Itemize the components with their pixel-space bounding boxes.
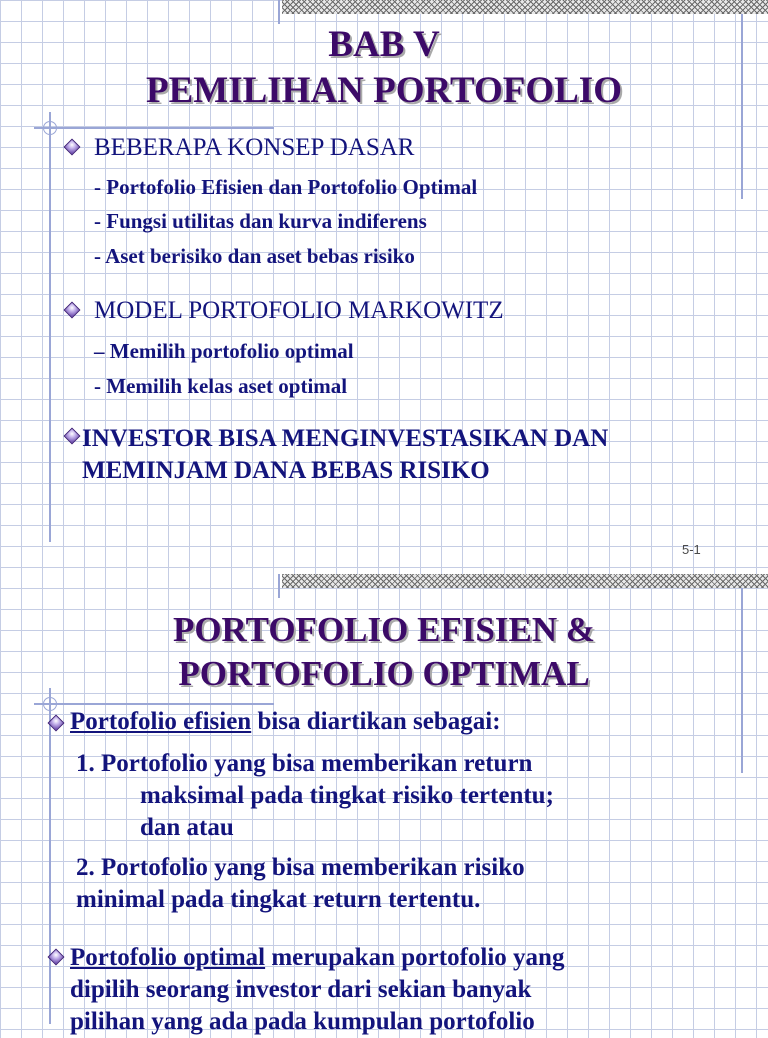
page-title xyxy=(0,22,768,114)
point-2-line-1: 2. Portofolio yang bisa memberikan risiko xyxy=(76,854,525,881)
decorative-line xyxy=(34,703,274,705)
bullet-definition-1 xyxy=(50,708,501,736)
slide-2 xyxy=(0,570,768,1035)
definition-term: Portofolio efisien xyxy=(70,708,252,735)
point-1-line-2: maksimal pada tingkat risiko tertentu; xyxy=(140,782,554,809)
list-item: - Portofolio Efisien dan Portofolio Optimal xyxy=(94,175,478,199)
definition-line-2: dipilih seorang investor dari sekian banyak xyxy=(70,976,532,1003)
diamond-bullet-icon xyxy=(48,949,65,966)
page-title xyxy=(0,608,768,696)
section-heading xyxy=(82,423,608,487)
point-1-line-3: dan atau xyxy=(140,814,234,841)
definition-rest: merupakan portofolio yang xyxy=(265,944,565,971)
list-item: – Memilih portofolio optimal xyxy=(94,339,354,363)
list-item: - Fungsi utilitas dan kurva indiferens xyxy=(94,209,427,233)
decorative-pattern-bar xyxy=(282,0,768,14)
bullet-section-2 xyxy=(66,297,504,325)
bullet-section-3 xyxy=(66,423,608,487)
point-2-line-2: minimal pada tingkat return tertentu. xyxy=(76,886,481,913)
diamond-bullet-icon xyxy=(64,302,81,319)
decorative-pattern-bar xyxy=(282,574,768,588)
definition-term: Portofolio optimal xyxy=(70,944,266,971)
bullet-section-1 xyxy=(66,134,414,162)
title-line-2: PORTOFOLIO OPTIMAL xyxy=(178,654,590,693)
title-line-2: PEMILIHAN PORTOFOLIO xyxy=(146,70,622,111)
section-heading-line-1: INVESTOR BISA MENGINVESTASIKAN DAN xyxy=(82,425,609,452)
title-line-1: BAB V xyxy=(328,24,440,65)
section-heading: MODEL PORTOFOLIO MARKOWITZ xyxy=(94,297,504,324)
definition-line-3: pilihan yang ada pada kumpulan portofolio xyxy=(70,1008,535,1035)
title-line-1: PORTOFOLIO EFISIEN & xyxy=(172,610,596,649)
page-number: 5-1 xyxy=(682,542,701,557)
list-item: - Memilih kelas aset optimal xyxy=(94,374,348,398)
decorative-line xyxy=(49,112,51,542)
decorative-line xyxy=(278,0,280,24)
diamond-bullet-icon xyxy=(64,139,81,156)
list-item: - Aset berisiko dan aset bebas risiko xyxy=(94,244,415,268)
decorative-line xyxy=(278,574,280,598)
definition-text xyxy=(70,708,501,736)
decorative-line xyxy=(34,127,274,129)
point-1-line-1: 1. Portofolio yang bisa memberikan return xyxy=(76,750,533,777)
diamond-bullet-icon xyxy=(64,428,81,445)
diamond-bullet-icon xyxy=(48,715,65,732)
definition-rest: bisa diartikan sebagai: xyxy=(251,708,501,735)
section-heading: BEBERAPA KONSEP DASAR xyxy=(94,134,415,161)
decorative-crosshair xyxy=(43,121,57,135)
section-heading-line-2: MEMINJAM DANA BEBAS RISIKO xyxy=(82,457,490,484)
